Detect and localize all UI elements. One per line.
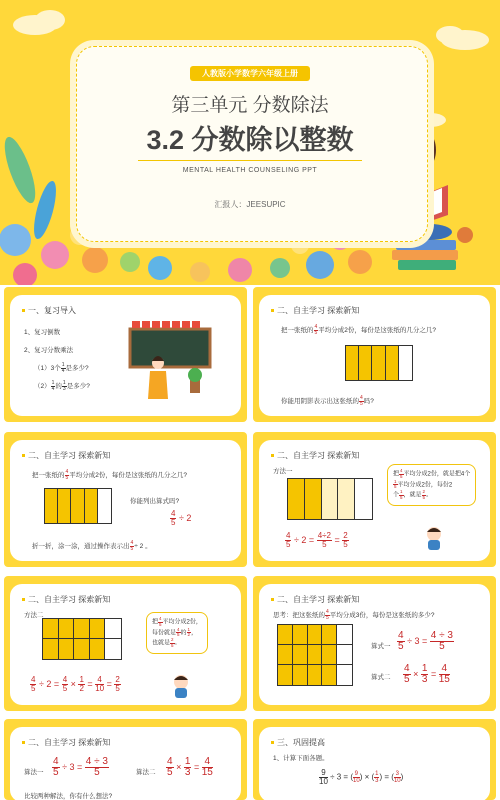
algorithm-1-equation: $\frac{4}{5}$ ÷ 3 = $\frac{4 \div 3}{5}$	[398, 630, 453, 652]
slide-think[interactable]	[253, 576, 496, 711]
method-1-equation: $\frac{4}{5}$ ÷ 2 = $\frac{4\div 2}{5}$ = $\frac{2}{5}$	[286, 531, 348, 549]
shade-prompt: 你能用阴影表示出这张纸的 $\frac{4}{5}$ 吗?	[281, 395, 374, 407]
review-question-2: （2） $\frac{1}{4}$ 的 $\frac{1}{3}$ 是多少?	[34, 380, 90, 392]
explanation-bubble: 把 $\frac{4}{5}$ 平均分成2份， 每份就是 $\frac{4}{5}$ 的 $\frac{1}{2}$ ， 也就是 $\frac{2}{5}$ 。	[146, 612, 208, 654]
formula-expression: $\frac{4}{5}$ ÷ 2	[171, 509, 192, 527]
operation-note: 折一折，涂一涂，通过操作表示出 $\frac{4}{5}$ ÷ 2 。	[32, 540, 152, 552]
cover-divider	[138, 160, 362, 161]
cover-english-subtitle: MENTAL HEALTH COUNSELING PPT	[182, 167, 318, 174]
cover-unit-title: 第三单元 分数除法	[171, 95, 329, 116]
slide-card	[259, 295, 490, 416]
slide-card	[10, 584, 241, 705]
slide-card	[259, 584, 490, 705]
slide-header: 二、自主学习 探索新知	[22, 737, 110, 748]
slide-header: 三、巩固提高	[271, 737, 325, 748]
algorithm-2-label: 算式二	[371, 674, 391, 681]
slide-method-2[interactable]	[4, 576, 247, 711]
question-text: 把一张纸的 $\frac{4}{5}$ 平均分成2份，每份是这张纸的几分之几?	[281, 324, 437, 336]
explanation-bubble: 把 $\frac{4}{5}$ 平均分成2份，就是把4个 $\frac{1}{5}$ 平均分成2份，每份2 个 $\frac{1}{5}$ ，就是 $\frac{2}{5}$ 。	[387, 464, 476, 506]
paper-grid	[42, 618, 122, 660]
review-item-2: 2、复习分数乘法	[24, 347, 74, 354]
slide-review[interactable]	[4, 287, 247, 422]
paper-bar	[345, 345, 413, 381]
cover-badge: 人教版小学数学六年级上册	[190, 66, 310, 81]
method-2-equation: $\frac{4}{5}$ ÷ 2 = $\frac{4}{5}$ × $\frac{1}{2}$ = $\frac{4}{10}$ = $\frac{2}{5}$	[31, 675, 120, 693]
slide-header: 二、自主学习 探索新知	[22, 594, 110, 605]
slide-compare[interactable]	[4, 719, 247, 800]
cover-slide[interactable]	[0, 0, 500, 285]
kid-illustration	[166, 672, 196, 702]
review-item-1: 1、复习倒数	[24, 329, 61, 336]
method-label: 方法一	[273, 468, 293, 475]
practice-equation: $\frac{9}{10}$ ÷ 3 = ( $\frac{9}{10}$ ) × ( $\frac{1}{3}$ ) = ( $\frac{3}{10}$ )	[319, 768, 404, 786]
algorithm-2-equation: $\frac{4}{5}$ × $\frac{1}{3}$ = $\frac{4}{15}$	[404, 663, 450, 685]
algorithm-1-label: 算法一	[24, 769, 44, 776]
slide-card	[10, 440, 241, 561]
cover-main-title: 3.2 分数除以整数	[146, 125, 354, 155]
slide-explore-2[interactable]	[4, 432, 247, 567]
algorithm-2-equation: $\frac{4}{5}$ × $\frac{1}{3}$ = $\frac{4}{15}$	[167, 756, 213, 778]
slide-explore-1[interactable]	[253, 287, 496, 422]
compare-prompt: 比较两种解法，你有什么想法?	[24, 793, 113, 800]
cover-reporter: 汇报人：JEESUPIC	[214, 200, 286, 209]
slide-card	[10, 727, 241, 800]
slide-card	[259, 727, 490, 800]
algorithm-2-label: 算法二	[136, 769, 156, 776]
paper-grid	[277, 624, 353, 686]
algorithm-1-label: 算式一	[371, 643, 391, 650]
kid-illustration	[419, 524, 449, 554]
slide-header: 二、自主学习 探索新知	[271, 594, 359, 605]
question-text: 把一张纸的 $\frac{4}{5}$ 平均分成2份，每份是这张纸的几分之几?	[32, 469, 188, 481]
slide-card	[259, 440, 490, 561]
algorithm-1-equation: $\frac{4}{5}$ ÷ 3 = $\frac{4 \div 3}{5}$	[53, 756, 108, 778]
question-text: 思考：把这张纸的 $\frac{4}{5}$ 平均分成3份，每份是这张纸的多少?	[273, 609, 435, 621]
slide-method-1[interactable]	[253, 432, 496, 567]
slide-header: 二、自主学习 探索新知	[271, 305, 359, 316]
slide-practice[interactable]	[253, 719, 496, 800]
teacher-blackboard-illustration	[128, 321, 218, 406]
practice-instruction: 1、计算下面各题。	[273, 755, 329, 762]
method-label: 方法二	[24, 612, 44, 619]
formula-prompt: 你能列出算式吗?	[130, 498, 180, 505]
paper-bar	[44, 488, 112, 524]
slide-header: 一、复习导入	[22, 305, 76, 316]
paper-bar	[287, 478, 373, 520]
slide-header: 二、自主学习 探索新知	[271, 450, 359, 461]
slide-card	[10, 295, 241, 416]
slide-header: 二、自主学习 探索新知	[22, 450, 110, 461]
review-question-1: （1）3个 $\frac{1}{4}$ 是多少?	[34, 362, 89, 374]
